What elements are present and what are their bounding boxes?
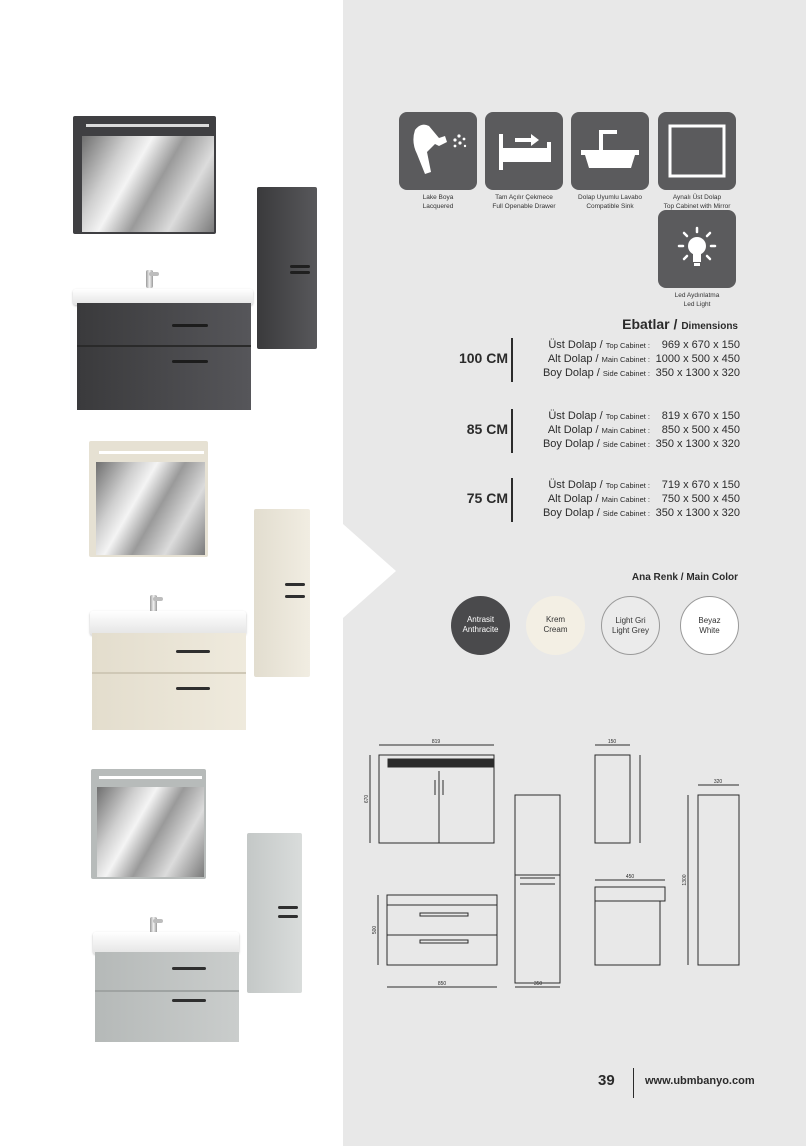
main-depth-label: 450: [625, 874, 635, 880]
size-row-value: 750 x 500 x 450: [661, 493, 740, 505]
size-row-label: [518, 409, 650, 424]
cream-mirror-glass: [96, 462, 205, 555]
size-row-label-en: Side Cabinet :: [602, 369, 650, 378]
size-row: [518, 506, 740, 520]
feature-drawer: [479, 112, 569, 211]
size-divider: [511, 478, 513, 522]
main-width-label: 850: [437, 981, 447, 987]
anthracite-drawer-handle: [172, 360, 208, 363]
color-swatch-white: [680, 596, 739, 655]
sink-icon: [571, 112, 649, 190]
swatch-label-en: Light Grey: [612, 626, 649, 635]
size-row: [518, 437, 740, 451]
size-row-label-tr: Boy Dolap /: [542, 438, 600, 450]
cream-tall-handle: [285, 583, 305, 586]
main-height-label: 500: [372, 925, 378, 935]
cream-drawer-handle: [176, 650, 210, 653]
tall-side-outline: [698, 795, 739, 965]
mirror-depth-label: 150: [607, 739, 617, 745]
mirror-height-label: 670: [364, 794, 370, 804]
feature-label-tr: Aynalı Üst Dolap: [672, 194, 722, 201]
grey-drawer-handle: [172, 967, 206, 970]
size-row-label-tr: Üst Dolap /: [548, 410, 603, 422]
mirror-led-bar: [388, 759, 494, 767]
anthracite-mirror-glass: [82, 136, 214, 232]
swatch-label-tr: Antrasit: [466, 615, 495, 624]
feature-lacquered: [393, 112, 483, 211]
swatch-label-tr: Krem: [545, 615, 566, 624]
size-row-label: [518, 478, 650, 493]
cream-drawer-handle: [176, 687, 210, 690]
feature-sink: [565, 112, 655, 211]
cream-basin: [90, 611, 246, 635]
size-row-value: 350 x 1300 x 320: [655, 507, 740, 519]
grey-tall-handle: [278, 915, 298, 918]
size-row-value: 719 x 670 x 150: [661, 479, 740, 491]
light-bulb-icon: [658, 210, 736, 288]
size-row: [518, 409, 740, 423]
size-row-label-en: Side Cabinet :: [602, 509, 650, 518]
grey-tall-cabinet: [247, 833, 302, 993]
size-row-value: 819 x 670 x 150: [661, 410, 740, 422]
size-row-value: 1000 x 500 x 450: [655, 353, 740, 365]
size-divider: [511, 409, 513, 453]
size-row: [518, 352, 740, 366]
main-side-top: [595, 887, 665, 901]
mirror-width-label: 819: [431, 739, 441, 745]
size-row: [518, 423, 740, 437]
size-row-value: 969 x 670 x 150: [661, 339, 740, 351]
dimensions-title: [622, 316, 738, 332]
mirror-side-outline: [595, 755, 630, 843]
size-row-label-tr: Alt Dolap /: [547, 353, 599, 365]
dimensions-title-tr: Ebatlar /: [622, 316, 678, 332]
size-group-100: [440, 336, 740, 384]
main-color-title: Ana Renk / Main Color: [631, 572, 738, 583]
feature-label-tr: Tam Açılır Çekmece: [495, 194, 553, 201]
feature-mirror: [652, 112, 742, 211]
size-row-label-tr: Boy Dolap /: [542, 507, 600, 519]
swatch-label-tr: Beyaz: [698, 616, 721, 625]
tall-width-label: 320: [713, 779, 723, 785]
product-photo-panel: [0, 0, 343, 1146]
size-row-value: 350 x 1300 x 320: [655, 367, 740, 379]
mirror-front-outline: [379, 755, 494, 843]
feature-label-en: Full Openable Drawer: [492, 203, 556, 210]
feature-label-tr: Dolap Uyumlu Lavabo: [578, 194, 642, 201]
main-side-body: [595, 901, 660, 965]
size-row-label: [518, 352, 650, 367]
swatch-label-en: Anthracite: [462, 625, 499, 634]
grey-mirror-glass: [97, 787, 204, 877]
size-label: 85 CM: [466, 421, 508, 437]
size-row-label-en: Main Cabinet :: [601, 495, 650, 504]
size-row: [518, 366, 740, 380]
feature-label-tr: Lake Boya: [422, 194, 454, 201]
grey-basin: [93, 932, 239, 954]
tall-front-outline: [515, 795, 560, 983]
color-swatch-light-grey: [601, 596, 660, 655]
size-row-label: [518, 423, 650, 438]
mirror-icon: [658, 112, 736, 190]
feature-label-en: Compatible Sink: [586, 203, 634, 210]
size-row: [518, 492, 740, 506]
size-label: 100 CM: [458, 350, 508, 366]
technical-drawing: [360, 735, 760, 995]
feature-label-en: Top Cabinet with Mirror: [663, 203, 731, 210]
swatch-label-tr: Light Gri: [615, 616, 646, 625]
size-row-label-en: Top Cabinet :: [605, 412, 650, 421]
anthracite-main-cabinet: [77, 303, 251, 410]
cream-tall-cabinet: [254, 509, 310, 677]
drawer-icon: [485, 112, 563, 190]
page-number: 39: [598, 1072, 615, 1089]
anthracite-tall-cabinet: [257, 187, 317, 349]
size-row-label-en: Main Cabinet :: [601, 426, 650, 435]
cream-main-cabinet: [92, 633, 246, 730]
grey-drawer-split: [95, 990, 239, 992]
feature-label-tr: Led Aydınlatma: [674, 292, 720, 299]
color-swatch-cream: [526, 596, 585, 655]
anthracite-tall-handle: [290, 271, 310, 274]
grey-drawer-handle: [172, 999, 206, 1002]
size-row-value: 850 x 500 x 450: [661, 424, 740, 436]
cream-tall-handle: [285, 595, 305, 598]
size-row-label: [518, 437, 650, 452]
size-row-label-en: Top Cabinet :: [605, 481, 650, 490]
size-row-label: [518, 506, 650, 521]
footer-divider: [633, 1068, 634, 1098]
swatch-label-en: White: [699, 626, 720, 635]
dimensions-title-en: Dimensions: [681, 321, 738, 332]
anthracite-mirror-led: [86, 124, 209, 127]
size-group-75: [440, 476, 740, 524]
anthracite-drawer-handle: [172, 324, 208, 327]
tall-front-label: 350: [533, 981, 543, 987]
size-row-label-tr: Alt Dolap /: [547, 493, 599, 505]
size-row-label-en: Top Cabinet :: [605, 341, 650, 350]
grey-mirror-led: [99, 776, 202, 779]
size-row-label: [518, 492, 650, 507]
size-row: [518, 338, 740, 352]
anthracite-faucet: [146, 270, 153, 288]
color-swatch-anthracite: [451, 596, 510, 655]
feature-tile: [658, 112, 736, 190]
grey-main-cabinet: [95, 952, 239, 1042]
anthracite-tall-handle: [290, 265, 310, 268]
size-divider: [511, 338, 513, 382]
size-label: 75 CM: [466, 490, 508, 506]
feature-tile: [571, 112, 649, 190]
size-row: [518, 478, 740, 492]
size-row-label: [518, 338, 650, 353]
size-row-label-en: Main Cabinet :: [601, 355, 650, 364]
feature-label-en: Led Light: [683, 301, 711, 308]
size-row-label-tr: Boy Dolap /: [542, 367, 600, 379]
size-row-label-en: Side Cabinet :: [602, 440, 650, 449]
anthracite-drawer-split: [77, 345, 251, 347]
tall-height-label: 1300: [682, 874, 688, 886]
website-link[interactable]: www.ubmbanyo.com: [645, 1075, 755, 1087]
swatch-label-en: Cream: [543, 625, 568, 634]
arrow-notch: [343, 524, 396, 618]
size-row-label-tr: Üst Dolap /: [548, 479, 603, 491]
cream-mirror-led: [99, 451, 204, 454]
size-row-label-tr: Üst Dolap /: [548, 339, 603, 351]
size-group-85: [440, 407, 740, 455]
size-row-label-tr: Alt Dolap /: [547, 424, 599, 436]
size-row-value: 350 x 1300 x 320: [655, 438, 740, 450]
spray-gun-icon: [399, 112, 477, 190]
feature-tile: [399, 112, 477, 190]
cream-drawer-split: [92, 672, 246, 674]
grey-tall-handle: [278, 906, 298, 909]
feature-label-en: Lacquered: [422, 203, 454, 210]
feature-tile: [485, 112, 563, 190]
size-row-label: [518, 366, 650, 381]
feature-tile: [658, 210, 736, 288]
feature-led-light: [652, 210, 742, 309]
